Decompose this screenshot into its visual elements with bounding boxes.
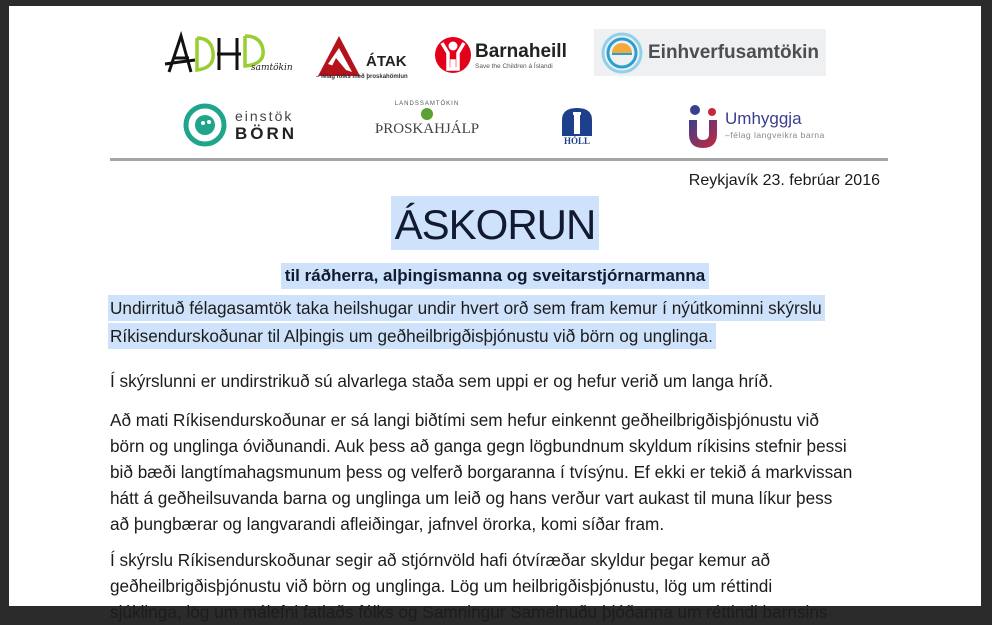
throskahjalp-name: ÞROSKAHJÁLP <box>374 121 480 137</box>
paragraph-2 <box>110 368 890 394</box>
paragraph-4-line-3: sjúklinga, lög um málefni fatlaðs fólks og Samningur Sameinuðu þjóðanna um réttindi barnsins <box>110 602 828 622</box>
umhyggja-u-icon <box>685 104 721 150</box>
logo-adhd <box>161 28 291 78</box>
document-page <box>9 6 981 622</box>
einstok-label: einstök <box>235 108 294 124</box>
throskahjalp-top: LANDSSAMTÖKIN <box>394 101 460 107</box>
paragraph-4 <box>110 547 890 625</box>
letter-date: Reykjavík 23. febrúar 2016 <box>688 172 880 189</box>
paragraph-4-line-1: Í skýrslu Ríkisendurskoðunar segir að stjórnvöld hafi ótvíræðar skyldur þegar kemur að <box>110 550 771 570</box>
einhverfusamtokin-sun-icon <box>600 31 644 75</box>
barnaheill-name: Barnaheill <box>475 40 567 62</box>
leaf-icon <box>419 107 435 121</box>
sjonarholl-name: HÓLL <box>563 136 590 146</box>
umhyggja-sub: –félag langveikra barna <box>725 130 825 140</box>
einstok-born-swirl-icon <box>183 103 227 147</box>
paragraph-1-line-1: Undirrituð félagasamtök taka heilshugar undir hvert orð sem fram kemur í nýútkominni skýrslu <box>108 295 825 321</box>
logo-barnaheill <box>434 30 574 80</box>
paragraph-3-line-1: Að mati Ríkisendurskoðunar er sá langi biðtími sem hefur einkennt geðheilbrigðisþjónustu við <box>110 410 819 430</box>
umhyggja-name: Umhyggja <box>725 109 802 128</box>
logo-einhverfusamtokin <box>594 29 826 76</box>
paragraph-2-line-1: Í skýrslunni er undirstrikuð sú alvarlega staða sem uppi er og hefur verið um langa hríð. <box>110 371 774 391</box>
paragraph-3-line-5: að þungbærar og langvarandi afleiðingar, jafnvel örorka, komi síðar fram. <box>110 514 665 534</box>
paragraph-3-line-2: börn og unglinga óviðunandi. Auk þess að ganga gegn lögbundnum skyldum ríkisins stefnir þessi <box>110 436 847 456</box>
paragraph-1 <box>110 295 890 349</box>
logo-einstok-born <box>183 101 303 149</box>
paragraph-4-line-2: geðheilbrigðisþjónustu við börn og unglinga. Lög um heilbrigðisþjónustu, lög um réttindi <box>110 576 773 596</box>
lighthouse-icon <box>560 106 594 136</box>
atak-sub: – félag fólks með þroskahömlun <box>316 74 408 80</box>
barnaheill-child-icon <box>434 35 472 75</box>
logo-sjonarholl <box>560 106 594 148</box>
paragraph-1-line-2: Ríkisendurskoðunar til Alþingis um geðheilbrigðisþjónustu við börn og unglinga. <box>108 323 716 349</box>
paragraph-3 <box>110 407 890 537</box>
adhd-sub-label: samtökin <box>251 63 293 73</box>
paragraph-3-line-3: bið bæði langtímahagsmunum þess og velferð borgaranna í tvísýnu. Ef ekki er tekið á markvissan <box>110 462 853 482</box>
atak-name: ÁTAK <box>366 53 407 70</box>
logo-atak <box>316 28 436 83</box>
logo-throskahjalp <box>374 101 480 149</box>
born-label: BÖRN <box>235 124 298 143</box>
document-title: ÁSKORUN <box>391 196 600 250</box>
barnaheill-sub: Save the Children á Íslandi <box>475 62 553 70</box>
header-divider <box>110 158 888 161</box>
paragraph-3-line-4: hátt á geðheilsuvanda barna og unglinga um leið og hans verður vart aukast til muna líkur þess <box>110 488 833 508</box>
atak-triangle-icon <box>316 34 362 78</box>
document-subtitle: til ráðherra, alþingismanna og sveitarstjórnarmanna <box>281 263 709 289</box>
einhverfusamtokin-name: Einhverfusamtökin <box>648 41 820 63</box>
logo-umhyggja <box>685 102 835 152</box>
